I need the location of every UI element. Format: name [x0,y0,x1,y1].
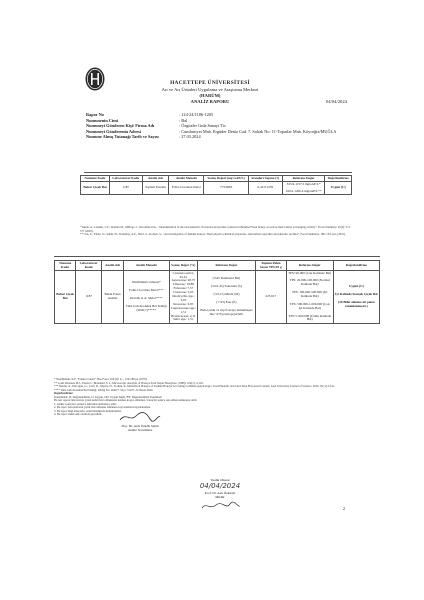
footnote: **** Türk Gıda Kodeksi Bal Tebliği. Tebliğ No: 2020/7. Sayı: 31107. 22 Nisan 2020. [54,387,154,392]
column-header: Analiz Metodu [169,176,204,182]
method-line: Dottolk et al. Metot**** [129,295,163,300]
footnote: 3. Bu rapor bilgi amaçlıdır, resmi işlemlerde kullanılamaz. [54,408,122,413]
info-label: Numuneyi Gönderen Kişi/ Firma Adı [86,123,155,129]
director-role: Müdür [215,495,225,500]
evaluation: Uygun (U) [325,182,352,195]
info-label: Numuneyi Gönderenin Adresi [86,128,141,134]
center-abbr: (HARÜM) [199,93,221,98]
footnote: 4. Bu rapor elektronik ortamda geçerlidir. [54,412,103,416]
approval-text: Tasdik Olunur [210,478,230,482]
lab-code: 1187 [109,182,142,195]
report-info [86,112,349,140]
table-header-row [55,261,380,271]
table-row [81,182,352,195]
footnote: * Meda, A., Lamien, C.E., Romito M., Millogo J., Nacoulma O.G., "Determination of the total phenolic, flavonoid and proline contents in Burkina Fasan honey, as well as their radical scavenging activity", Food Chemistry. 91(3): 571-577 (2005). [80,225,351,233]
center-name: Arı ve Arı Ürünleri Uygulama ve Araştırma Merkezi [161,87,259,92]
university-logo-icon [84,66,106,92]
reference-line: (%16-45) Sekonder (S) [211,284,242,289]
pollen-value: Liliaceae: 10,88 [172,282,194,287]
reference-line: TPS: 20.000-100.000 (Normal Kalitede Bal) [289,278,330,287]
evaluation-line: İyi Kalitede Karışık Çiçek Bal [335,292,378,297]
method-line: Westhimum vulnaris* [131,280,161,285]
evaluation [333,271,379,324]
standard-deviation: 0,41511259 [248,182,282,195]
info-value: : Bal [179,117,188,123]
pollen-value: Cistaceae: 3,05 [173,290,194,295]
table2-footnotes [54,378,354,417]
table1-footnotes [80,226,352,237]
report-title: ANALİZ RAPORU [190,99,230,104]
phenolic-results-table [80,175,352,195]
footnote: Bu test raporu laboratuvar yazılı kabul izni olmaksızın kısmen kopya edilemez. Sonuçlar sadece test edilen numuneye aittir. [54,398,198,402]
sample-code: Bahar Çiçek Bal [81,182,110,195]
analysis-method: Folin-Ciocalteu metot [169,182,204,195]
reference-line: TPS>1.000.000 (Üstün Kalitede Bal) [288,313,331,322]
total-pollen-count: 225.917 [255,271,286,324]
column-header: Referans Değer [286,261,333,271]
column-header: Değerlendirme [333,261,379,271]
reference-line: TPS: 500.000-1.000.000 (Çok İyi Kalitede Bal) [289,301,330,310]
pollen-value: Salix spp.: 1,51 [173,317,194,322]
column-header: Referans Değer [282,176,325,182]
column-header: Sonuç Değer (%) [169,261,198,271]
info-value: : 27.03.2024 [179,134,201,140]
pollen-value: Asteraceae: 20,75 [171,278,196,283]
reference-value [282,182,325,195]
reference-value [286,271,333,324]
sample-code: Bahar Çiçek Bal [55,271,76,324]
evaluation-line: (20 Bitki ailesine ait polen tanımlanmıştır.) [338,299,375,308]
footnote: 2. Bu rapor laboratuvarın yazılı izni olmadan tamamen veya kısmen kopyalanamaz. [54,405,151,409]
reference-line: (%45 Dominant Bal) [212,276,241,281]
footnote: ** Louis Dissoius M.J., Parent J., Bradshaw S. L. Microscopic Analysis of Honeys from Nepal Honeybee. (1988). 104(1): 4-145. [54,380,204,385]
analyst-signature-icon [118,410,162,424]
lab-code: 1187 [76,271,102,324]
method-line: Folin-Ciocalteu Metot*** [129,288,164,293]
analyst-name: Doç. Dr. Aziz Özkök Sahin [121,424,159,428]
footnote: Değerlendirme: [54,391,74,395]
analysis-name: Bakla Polen Analizi [102,271,124,324]
analysis-method [123,271,169,324]
info-value: : 124-24/1186-1205 [179,112,214,117]
column-header: Analiz Adı [142,176,168,182]
pollen-results-table [54,260,380,324]
director-name: Prof. Dr. Aslı Özkırım [204,491,236,496]
analyst-signature [110,424,170,432]
column-header: Analiz Adı [102,261,124,271]
info-label: Numunenin Cinsi [86,117,119,123]
column-header: Numune Kodu [81,176,110,182]
reference-line: 160,2-1200,4 mgGAE/L** [285,188,322,193]
evaluation-line: Uygun (U) [348,284,364,289]
director-signature [190,478,250,500]
info-label: Rapor No [86,112,104,117]
column-header: Toplam Polen Sayısı TPS/10 g [255,261,286,271]
column-header: Değerlendirme [325,176,352,182]
pollen-value: Rosaceae: 3,05 [173,301,194,306]
footnote: * Westhimum, K.F. "Pollen Counts". Bee Forer. 160 (9): 4..., 156-189 pp (1978). [54,377,148,381]
university-name: HACETTEPE ÜNİVERSİTESİ [170,80,250,86]
column-header: Analiz Metodu [123,261,169,271]
column-header: Numune Kodu [55,261,76,271]
analyst-role: Analiz Sorumlusu [127,428,153,433]
column-header: Standart Sapma (±) [248,176,282,182]
reference-line: 325,9-1157,5 mgGAE/L* [286,181,321,186]
column-header: Referans Değer [198,261,256,271]
info-label: Numune Alınış Tutanağı Tarih ve Sayısı [86,134,159,140]
report-date: 04/04/2024 [326,99,347,104]
director-signature-icon [200,500,242,512]
reference-value [198,271,256,324]
reference-line: (<%3) Eser (E) [216,299,237,304]
pollen-value: Brassicaceae: 2,11 [171,313,196,318]
result-value: 773,0663 [204,182,248,195]
handwritten-date: 04/04/2024 [199,482,241,491]
pollen-value: Fabaceae: 7,57 [173,286,194,291]
divider [84,172,352,173]
method-line: Türk Gıda Kodeksi Bal Tebliği (2020/7)***** [125,303,167,312]
analysis-name: Toplam Fenolik [142,182,168,195]
divider [54,256,380,257]
footnote: *** Özkök, A., Darcıgön, G., Çerit, D., Myzza, N., Sorkun, K. Monofloral Honeys of Turkish Honeys According to Melissopalynologic, Total Phenolic Acid and Total Flavonoid Content. Gazi University Journal of Science. 2016. 29 (1):13-21. [54,384,336,388]
pollen-value: Cupressaceae spp.: 1,51 [170,305,196,314]
page-number: 2 [343,506,345,511]
reference-line: TPS: 100.000-500.000 (İyi Kalitede Bal) [291,290,328,299]
info-value: : Özgüzler Gıda Sanayi Tic. [179,123,227,129]
info-value: : Cumhuriyet Mah. Ergüder Deniz Cad. 7. Sokak No: 11-Toparlar Mah. Köyceğiz/MUĞLA [179,128,337,134]
column-header: Laboratuvar Kodu [109,176,142,182]
table-row [55,271,380,324]
column-header: Sonuç Değeri (mg GAE/L) [204,176,248,182]
column-header: Laboratuvar Kodu [76,261,102,271]
footnote: 1. Analiz sonuçları yalnızca belirtilen numuneye aittir. [54,401,117,406]
reference-line: (%3-15) Minör (M) [213,292,240,297]
footnote: Kısaltmalar: D: Değerlendirme, U: Uygun, UD: Uygun Değil, BY: Değerlendirme Yapılmadı [54,394,162,399]
pollen-value: Onobrychis spp.: 3,05 [172,294,195,302]
footnote: ** Can, Z., Yıldız, O., Şahin, H., Turumtay, A.E., Silici, S., Kolaylı, S., "An investigation of Turkish honeys: Their physico-chemical properties, antioxidant capacities and phenolic profiles", Food Chemistry. 180: 133-141, (2015). [80,232,346,236]
pollen-percentages [169,271,198,324]
pollen-value: Castanea sativa: 45,61 [172,270,195,279]
reference-line: TPS<20.000 (Çok Kalitesiz Bal) [288,270,332,275]
reference-line: Bala Çoklu ve zayıf seviye bulunmuşsa bile %70 polen geçerlidir [200,307,253,316]
